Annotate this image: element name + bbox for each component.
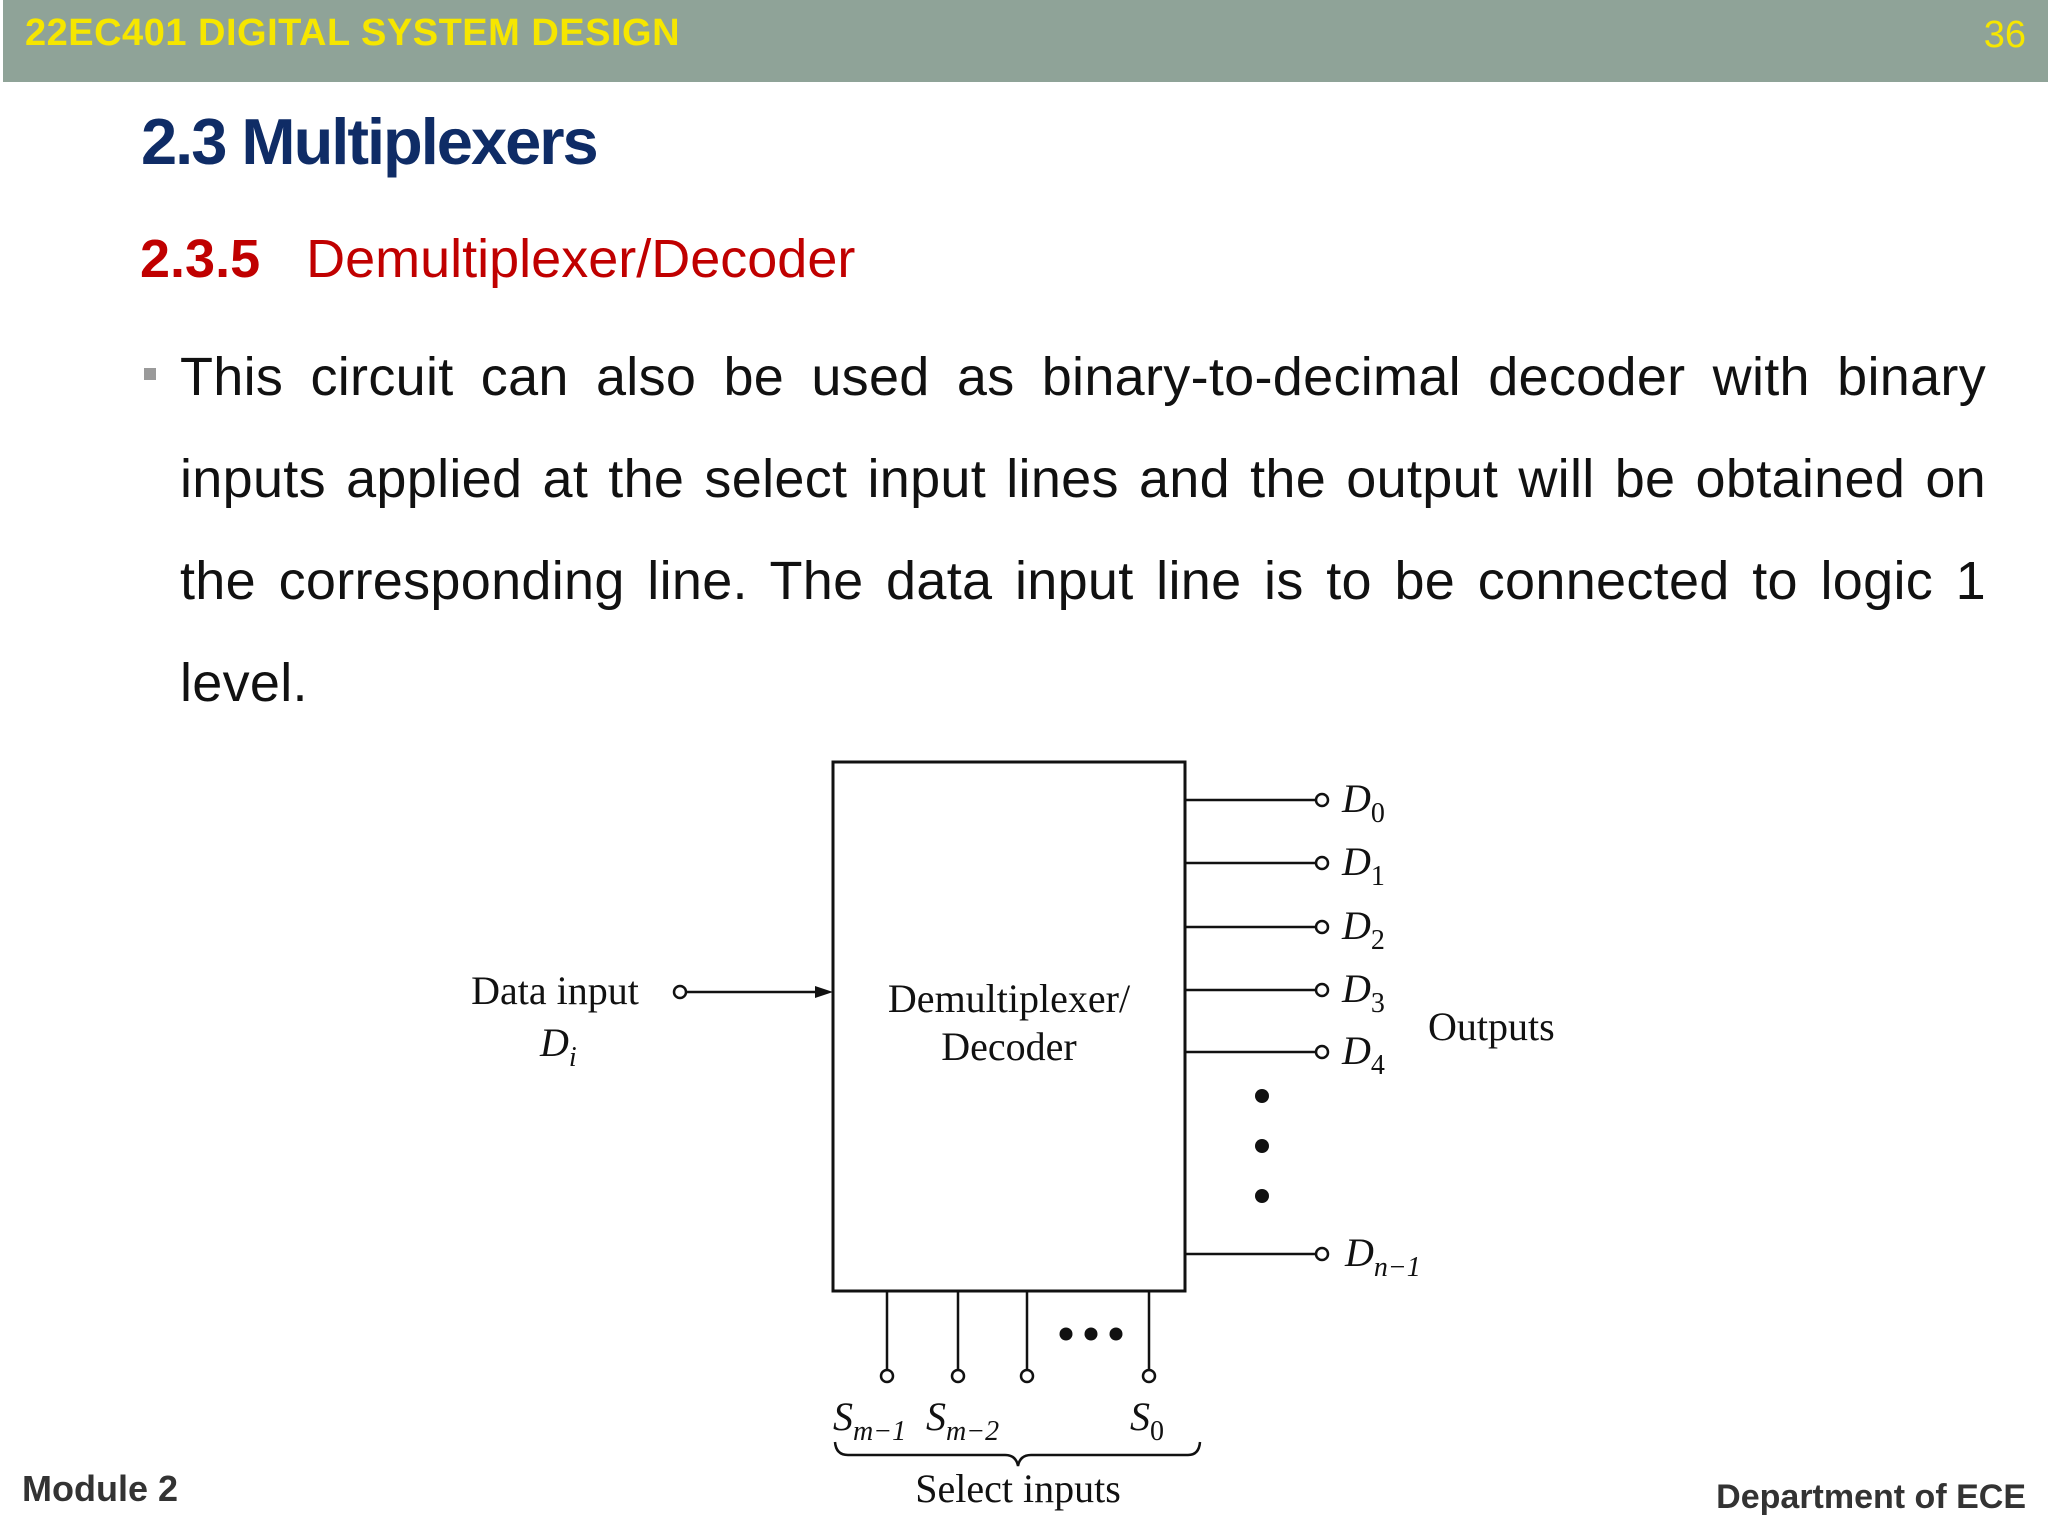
- output-ellipsis: [1255, 1089, 1269, 1203]
- output-1-base: D: [1342, 839, 1371, 884]
- outputs-label: Outputs: [1428, 1004, 1555, 1049]
- data-input-sub: i: [568, 1042, 577, 1073]
- output-terminal-3: [1316, 984, 1328, 996]
- output-0-sub: 0: [1370, 798, 1385, 829]
- output-n-1-sub: n−1: [1373, 1252, 1421, 1283]
- output-4-sub: 4: [1370, 1050, 1385, 1081]
- select-terminal-0: [1143, 1370, 1155, 1382]
- block-label-line1: Demultiplexer/: [887, 976, 1131, 1021]
- output-label-3: [1341, 966, 1385, 1019]
- select-m-1-sub: m−1: [853, 1416, 907, 1447]
- output-4-base: D: [1342, 1028, 1371, 1073]
- output-lines: [1185, 794, 1328, 1260]
- output-label-1: [1341, 839, 1385, 892]
- ellipsis-dot: [1085, 1328, 1098, 1341]
- output-terminal-1: [1316, 857, 1328, 869]
- select-terminal-m-1: [881, 1370, 893, 1382]
- select-m-1-base: S: [833, 1394, 853, 1439]
- output-2-sub: 2: [1370, 925, 1385, 956]
- data-input-label: Data input: [471, 968, 639, 1013]
- slide-title: 2.3 Multiplexers: [141, 105, 597, 178]
- select-m-2-sub: m−2: [946, 1416, 1000, 1447]
- subsection-text: Demultiplexer/Decoder: [306, 229, 856, 289]
- ellipsis-dot: [1060, 1328, 1073, 1341]
- ellipsis-dot: [1110, 1328, 1123, 1341]
- subsection-number: 2.3.5: [140, 229, 261, 289]
- select-0-sub: 0: [1150, 1416, 1164, 1447]
- output-terminal-0: [1316, 794, 1328, 806]
- footer-department: Department of ECE: [1716, 1478, 2026, 1516]
- output-terminal-n-1: [1316, 1248, 1328, 1260]
- output-0-base: D: [1342, 776, 1371, 821]
- select-m-2-base: S: [926, 1394, 946, 1439]
- slide-number: 36: [1983, 14, 2026, 56]
- block-label-line2: Decoder: [941, 1024, 1077, 1069]
- output-3-base: D: [1342, 966, 1371, 1011]
- data-input-symbol: [539, 1020, 577, 1073]
- ellipsis-dot: [1255, 1189, 1269, 1203]
- select-inputs-label: Select inputs: [915, 1466, 1121, 1511]
- select-label-0: [1130, 1394, 1164, 1447]
- data-input-base: D: [540, 1020, 569, 1065]
- ellipsis-dot: [1255, 1089, 1269, 1103]
- bullet-paragraph: This circuit can also be used as binary-to-decimal decoder with binary inputs applied at the select input lines and the output will be obtained on the corresponding line. The data input line is to be connected to logic 1 level.: [180, 347, 1986, 713]
- select-label-m-2: [926, 1394, 999, 1447]
- output-terminal-2: [1316, 921, 1328, 933]
- select-ellipsis: [1060, 1328, 1123, 1341]
- data-input-terminal: [674, 986, 686, 998]
- output-label-n-1: [1344, 1230, 1421, 1283]
- select-terminal-m-2: [952, 1370, 964, 1382]
- output-2-base: D: [1342, 903, 1371, 948]
- output-label-2: [1341, 903, 1385, 956]
- output-label-4: [1341, 1028, 1385, 1081]
- select-terminal-extra: [1021, 1370, 1033, 1382]
- ellipsis-dot: [1255, 1139, 1269, 1153]
- select-label-m-1: [833, 1394, 906, 1447]
- output-3-sub: 3: [1370, 988, 1385, 1019]
- output-label-0: [1341, 776, 1385, 829]
- footer-module: Module 2: [22, 1468, 179, 1509]
- output-terminal-4: [1316, 1046, 1328, 1058]
- select-0-base: S: [1130, 1394, 1150, 1439]
- output-1-sub: 1: [1370, 861, 1385, 892]
- data-input-arrow-icon: [815, 986, 833, 998]
- output-n-1-base: D: [1345, 1230, 1374, 1275]
- course-title: 22EC401 DIGITAL SYSTEM DESIGN: [25, 12, 681, 54]
